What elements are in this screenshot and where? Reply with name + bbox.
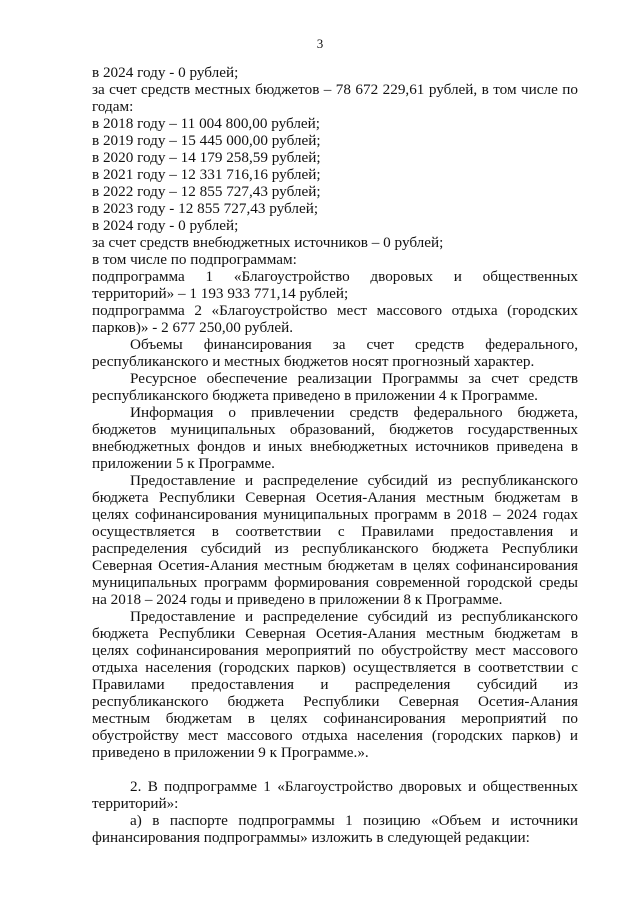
subprogram-2-total: подпрограмма 2 «Благоустройство мест массового отдыха (городских парков)» - 2 677 250,00 рублей. [92,302,578,336]
item-a: а) в паспорте подпрограммы 1 позицию «Объем и источники финансирования подпрограммы» изложить в следующей редакции: [92,812,578,846]
paragraph-information: Информация о привлечении средств федерального бюджета, бюджетов муниципальных образований, бюджетов государственных внебюджетных фондов и иных внебюджетных источников приведена в приложении 5 к Программе. [92,404,578,472]
text-line: в 2019 году – 15 445 000,00 рублей; [92,132,321,149]
paragraph-subsidies-parks: Предоставление и распределение субсидий из республиканского бюджета Республики Северная Осетия-Алания местным бюджетам в целях софинансирования мероприятий по обустройству мест массового отдыха населения (городских парков) осуществляется в соответствии с Правилами предоставления и распределения субсидий из республиканского бюджета Республики Северная Осетия-Алания местным бюджетам в целях софинансирования мероприятий по обустройству мест массового отдыха населения (городских парков) и приведено в приложении 9 к Программе.». [92,608,578,761]
page-number: 3 [316,36,324,51]
paragraph-forecast: Объемы финансирования за счет средств федерального, республиканского и местных бюджетов носят прогнозный характер. [92,336,578,370]
paragraph-subsidies-programs: Предоставление и распределение субсидий из республиканского бюджета Республики Северная Осетия-Алания местным бюджетам в целях софинансирования муниципальных программ в 2018 – 2024 годах осуществляется в соответствии с Правилами предоставления и распределения субсидий из республиканского бюджета Республики Северная Осетия-Алания местным бюджетам в целях софинансирования муниципальных программ формирования современной городской среды на 2018 – 2024 годы и приведено в приложении 8 к Программе. [92,472,578,608]
text-line: в том числе по подпрограммам: [92,251,297,268]
paragraph-resources: Ресурсное обеспечение реализации Программы за счет средств республиканского бюджета приведено в приложении 4 к Программе. [92,370,578,404]
text-line: в 2018 году – 11 004 800,00 рублей; [92,115,321,132]
text-line: за счет средств местных бюджетов – 78 672 229,61 рублей, в том числе по годам: [92,81,578,115]
document-body [92,64,578,846]
text-line: в 2022 году – 12 855 727,43 рублей; [92,183,321,200]
text-line: в 2021 году – 12 331 716,16 рублей; [92,166,321,183]
text-line: в 2024 году - 0 рублей; [92,64,239,81]
text-line: в 2023 году - 12 855 727,43 рублей; [92,200,319,217]
text-line: за счет средств внебюджетных источников – 0 рублей; [92,234,444,251]
text-line: в 2024 году - 0 рублей; [92,217,239,234]
text-line: в 2020 году – 14 179 258,59 рублей; [92,149,321,166]
item-2: 2. В подпрограмме 1 «Благоустройство дворовых и общественных территорий»: [92,778,578,812]
subprogram-1-total: подпрограмма 1 «Благоустройство дворовых и общественных территорий» – 1 193 933 771,14 рублей; [92,268,578,302]
